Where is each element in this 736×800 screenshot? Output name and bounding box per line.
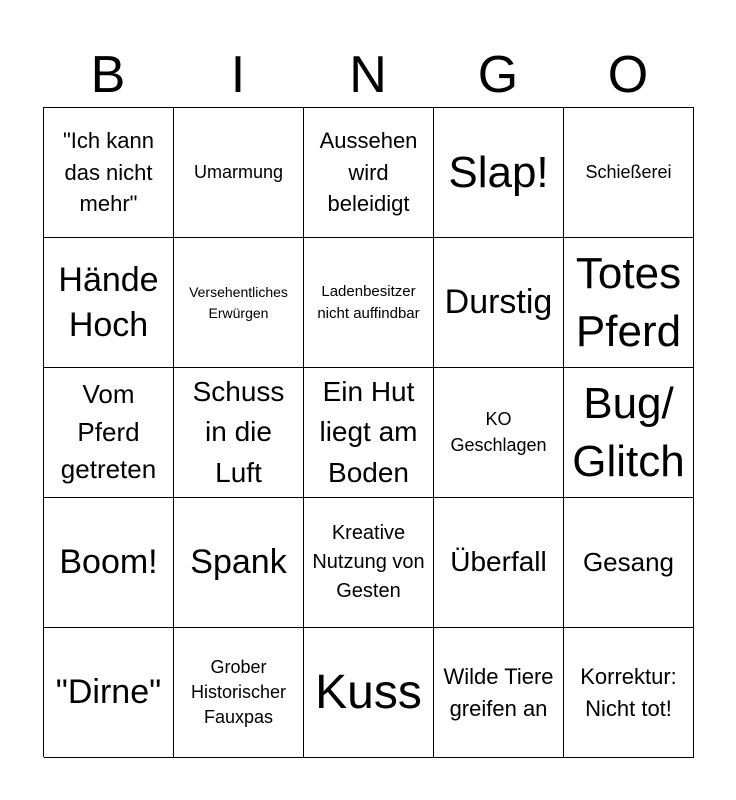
bingo-cell[interactable]: Versehentliches Erwürgen	[174, 238, 304, 368]
header-letter-n: N	[349, 46, 387, 104]
bingo-cell[interactable]: Hände Hoch	[44, 238, 174, 368]
bingo-cell[interactable]: Schuss in die Luft	[174, 368, 304, 498]
bingo-cell[interactable]: Ein Hut liegt am Boden	[304, 368, 434, 498]
bingo-cell[interactable]: Durstig	[434, 238, 564, 368]
bingo-cell[interactable]: Vom Pferd getreten	[44, 368, 174, 498]
bingo-cell[interactable]: Ladenbesitzer nicht auffindbar	[304, 238, 434, 368]
bingo-cell[interactable]: "Ich kann das nicht mehr"	[44, 108, 174, 238]
bingo-cell[interactable]: Spank	[174, 498, 304, 628]
bingo-cell[interactable]: Kreative Nutzung von Gesten	[304, 498, 434, 628]
bingo-cell[interactable]: Grober Historischer Fauxpas	[174, 628, 304, 758]
bingo-header	[43, 42, 693, 108]
bingo-cell[interactable]: Umarmung	[174, 108, 304, 238]
bingo-cell[interactable]: Überfall	[434, 498, 564, 628]
bingo-cell[interactable]: Aussehen wird beleidigt	[304, 108, 434, 238]
header-letter-i: I	[230, 46, 246, 104]
bingo-cell[interactable]: Boom!	[44, 498, 174, 628]
header-letter-b: B	[90, 46, 126, 104]
bingo-cell[interactable]: Bug/ Glitch	[564, 368, 694, 498]
header-letter-g: G	[477, 46, 519, 104]
bingo-cell[interactable]: Totes Pferd	[564, 238, 694, 368]
bingo-cell[interactable]: KO Geschlagen	[434, 368, 564, 498]
bingo-cell[interactable]: Slap!	[434, 108, 564, 238]
bingo-cell[interactable]: Kuss	[304, 628, 434, 758]
bingo-cell[interactable]: Gesang	[564, 498, 694, 628]
bingo-cell[interactable]: "Dirne"	[44, 628, 174, 758]
header-letter-o: O	[607, 46, 649, 104]
bingo-cell[interactable]: Korrektur: Nicht tot!	[564, 628, 694, 758]
bingo-cell[interactable]: Wilde Tiere greifen an	[434, 628, 564, 758]
bingo-card-grid	[43, 107, 694, 757]
bingo-cell[interactable]: Schießerei	[564, 108, 694, 238]
